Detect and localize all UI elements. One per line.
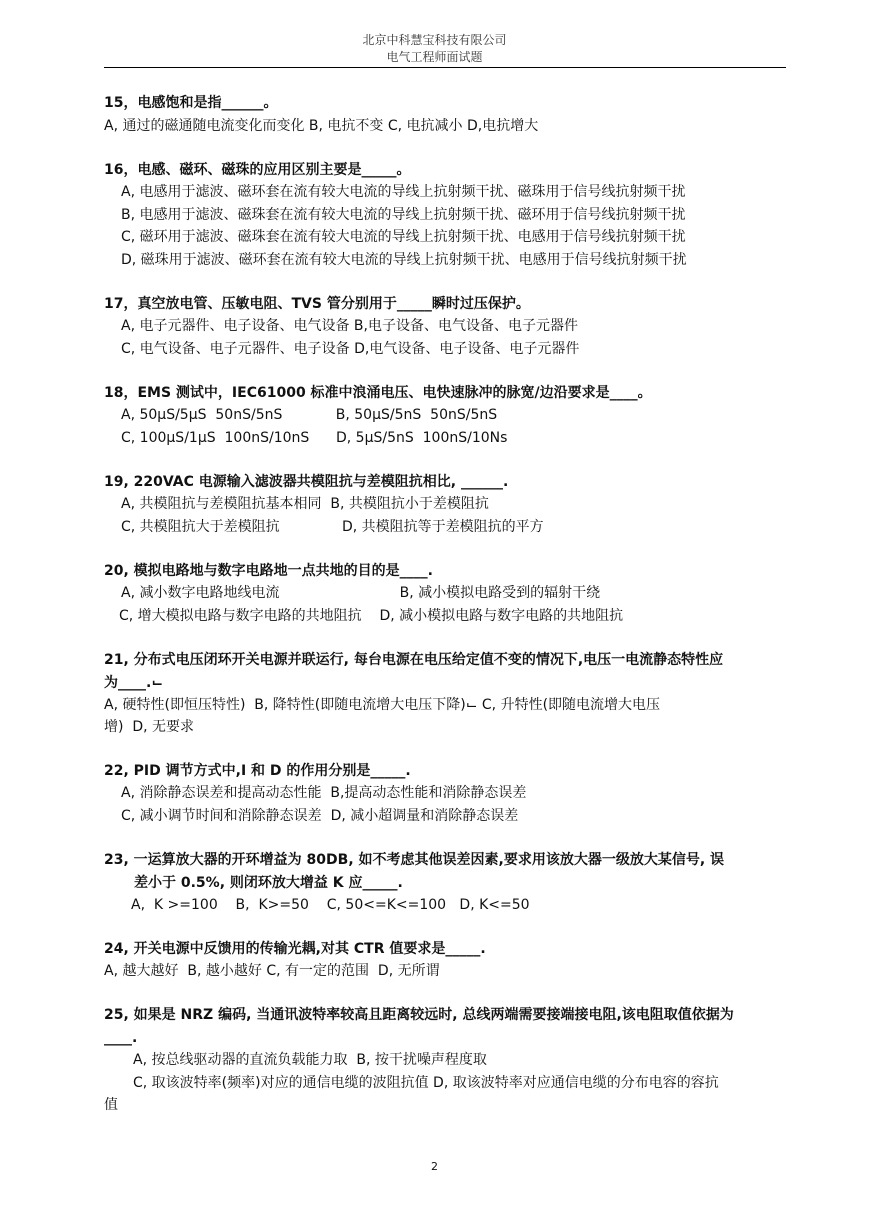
question-21-stem: 21, 分布式电压闭环开关电源并联运行, 每台电源在电压给定值不变的情况下,电压一电流静态特性应 bbox=[104, 652, 724, 668]
question-16-option-b: B, 电感用于滤波、磁珠套在流有较大电流的导线上抗射频干扰、磁环用于信号线抗射频干扰 bbox=[121, 207, 686, 223]
question-21-stem-cont: 为____.⌙ bbox=[104, 675, 164, 691]
question-21-option-d: 增) D, 无要求 bbox=[104, 719, 195, 735]
question-17-stem: 17，真空放电管、压敏电阻、TVS 管分别用于_____瞬时过压保护。 bbox=[104, 296, 530, 312]
question-22-option-ab: A, 消除静态误差和提高动态性能 B,提高动态性能和消除静态误差 bbox=[121, 785, 527, 801]
question-23-stem: 23, 一运算放大器的开环增益为 80DB, 如不考虑其他误差因素,要求用该放大器一级放大某信号, 误 bbox=[104, 852, 725, 868]
question-18-stem: 18，EMS 测试中，IEC61000 标准中浪涌电压、电快速脉冲的脉宽/边沿要求是____。 bbox=[104, 385, 652, 401]
question-25-stem-cont: ____. bbox=[104, 1030, 138, 1046]
question-24-stem: 24, 开关电源中反馈用的传输光耦,对其 CTR 值要求是_____. bbox=[104, 941, 486, 957]
question-23-stem-cont: 差小于 0.5%, 则闭环放大增益 K 应_____. bbox=[134, 875, 403, 891]
header-divider bbox=[104, 67, 786, 68]
question-19-option-cd: C, 共模阻抗大于差模阻抗 D, 共模阻抗等于差模阻抗的平方 bbox=[121, 519, 544, 535]
question-18-option-cd: C, 100μS/1μS 100nS/10nS D, 5μS/5nS 100nS/10Ns bbox=[121, 430, 508, 446]
question-16-option-d: D, 磁珠用于滤波、磁环套在流有较大电流的导线上抗射频干扰、电感用于信号线抗射频干扰 bbox=[121, 252, 687, 268]
question-16-option-c: C, 磁环用于滤波、磁珠套在流有较大电流的导线上抗射频干扰、电感用于信号线抗射频干扰 bbox=[121, 229, 686, 245]
question-15-stem: 15，电感饱和是指______。 bbox=[104, 95, 278, 111]
question-18-option-ab: A, 50μS/5μS 50nS/5nS B, 50μS/5nS 50nS/5nS bbox=[121, 407, 498, 423]
question-25-option-cd: C, 取该波特率(频率)对应的通信电缆的波阻抗值 D, 取该波特率对应通信电缆的分布电容的容抗 bbox=[133, 1075, 719, 1091]
question-20-stem: 20, 模拟电路地与数字电路地一点共地的目的是____. bbox=[104, 563, 433, 579]
question-25-option-cont: 值 bbox=[104, 1097, 118, 1113]
question-22-option-cd: C, 减小调节时间和消除静态误差 D, 减小超调量和消除静态误差 bbox=[121, 808, 519, 824]
question-19-option-ab: A, 共模阻抗与差模阻抗基本相同 B, 共模阻抗小于差模阻抗 bbox=[121, 496, 489, 512]
header-title: 电气工程师面试题 bbox=[386, 50, 483, 64]
page-number: 2 bbox=[431, 1160, 438, 1173]
question-16-option-a: A, 电感用于滤波、磁环套在流有较大电流的导线上抗射频干扰、磁珠用于信号线抗射频干扰 bbox=[121, 184, 686, 200]
question-21-option-abc: A, 硬特性(即恒压特性) B, 降特性(即随电流增大电压下降)⌙ C, 升特性(即随电流增大电压 bbox=[104, 697, 661, 713]
question-19-stem: 19, 220VAC 电源输入滤波器共模阻抗与差模阻抗相比, ______. bbox=[104, 474, 509, 490]
header-company: 北京中科慧宝科技有限公司 bbox=[362, 33, 507, 47]
question-25-option-ab: A, 按总线驱动器的直流负载能力取 B, 按干扰噪声程度取 bbox=[133, 1052, 487, 1068]
question-20-option-cd: C, 增大模拟电路与数字电路的共地阻抗 D, 减小模拟电路与数字电路的共地阻抗 bbox=[119, 608, 624, 624]
question-22-stem: 22, PID 调节方式中,I 和 D 的作用分别是_____. bbox=[104, 763, 411, 779]
question-23-options: A, K >=100 B, K>=50 C, 50<=K<=100 D, K<=50 bbox=[131, 897, 530, 913]
question-25-stem: 25, 如果是 NRZ 编码, 当通讯波特率较高且距离较远时, 总线两端需要接端接电阻,该电阻取值依据为 bbox=[104, 1007, 734, 1023]
question-17-option-cd: C, 电气设备、电子元器件、电子设备 D,电气设备、电子设备、电子元器件 bbox=[121, 341, 580, 357]
question-16-stem: 16，电感、磁环、磁珠的应用区别主要是_____。 bbox=[104, 162, 411, 178]
question-15-options: A, 通过的磁通随电流变化而变化 B, 电抗不变 C, 电抗减小 D,电抗增大 bbox=[104, 118, 539, 134]
question-17-option-ab: A, 电子元器件、电子设备、电气设备 B,电子设备、电气设备、电子元器件 bbox=[121, 318, 578, 334]
question-20-option-ab: A, 减小数字电路地线电流 B, 减小模拟电路受到的辐射干绕 bbox=[121, 585, 601, 601]
question-24-options: A, 越大越好 B, 越小越好 C, 有一定的范围 D, 无所谓 bbox=[104, 963, 440, 979]
